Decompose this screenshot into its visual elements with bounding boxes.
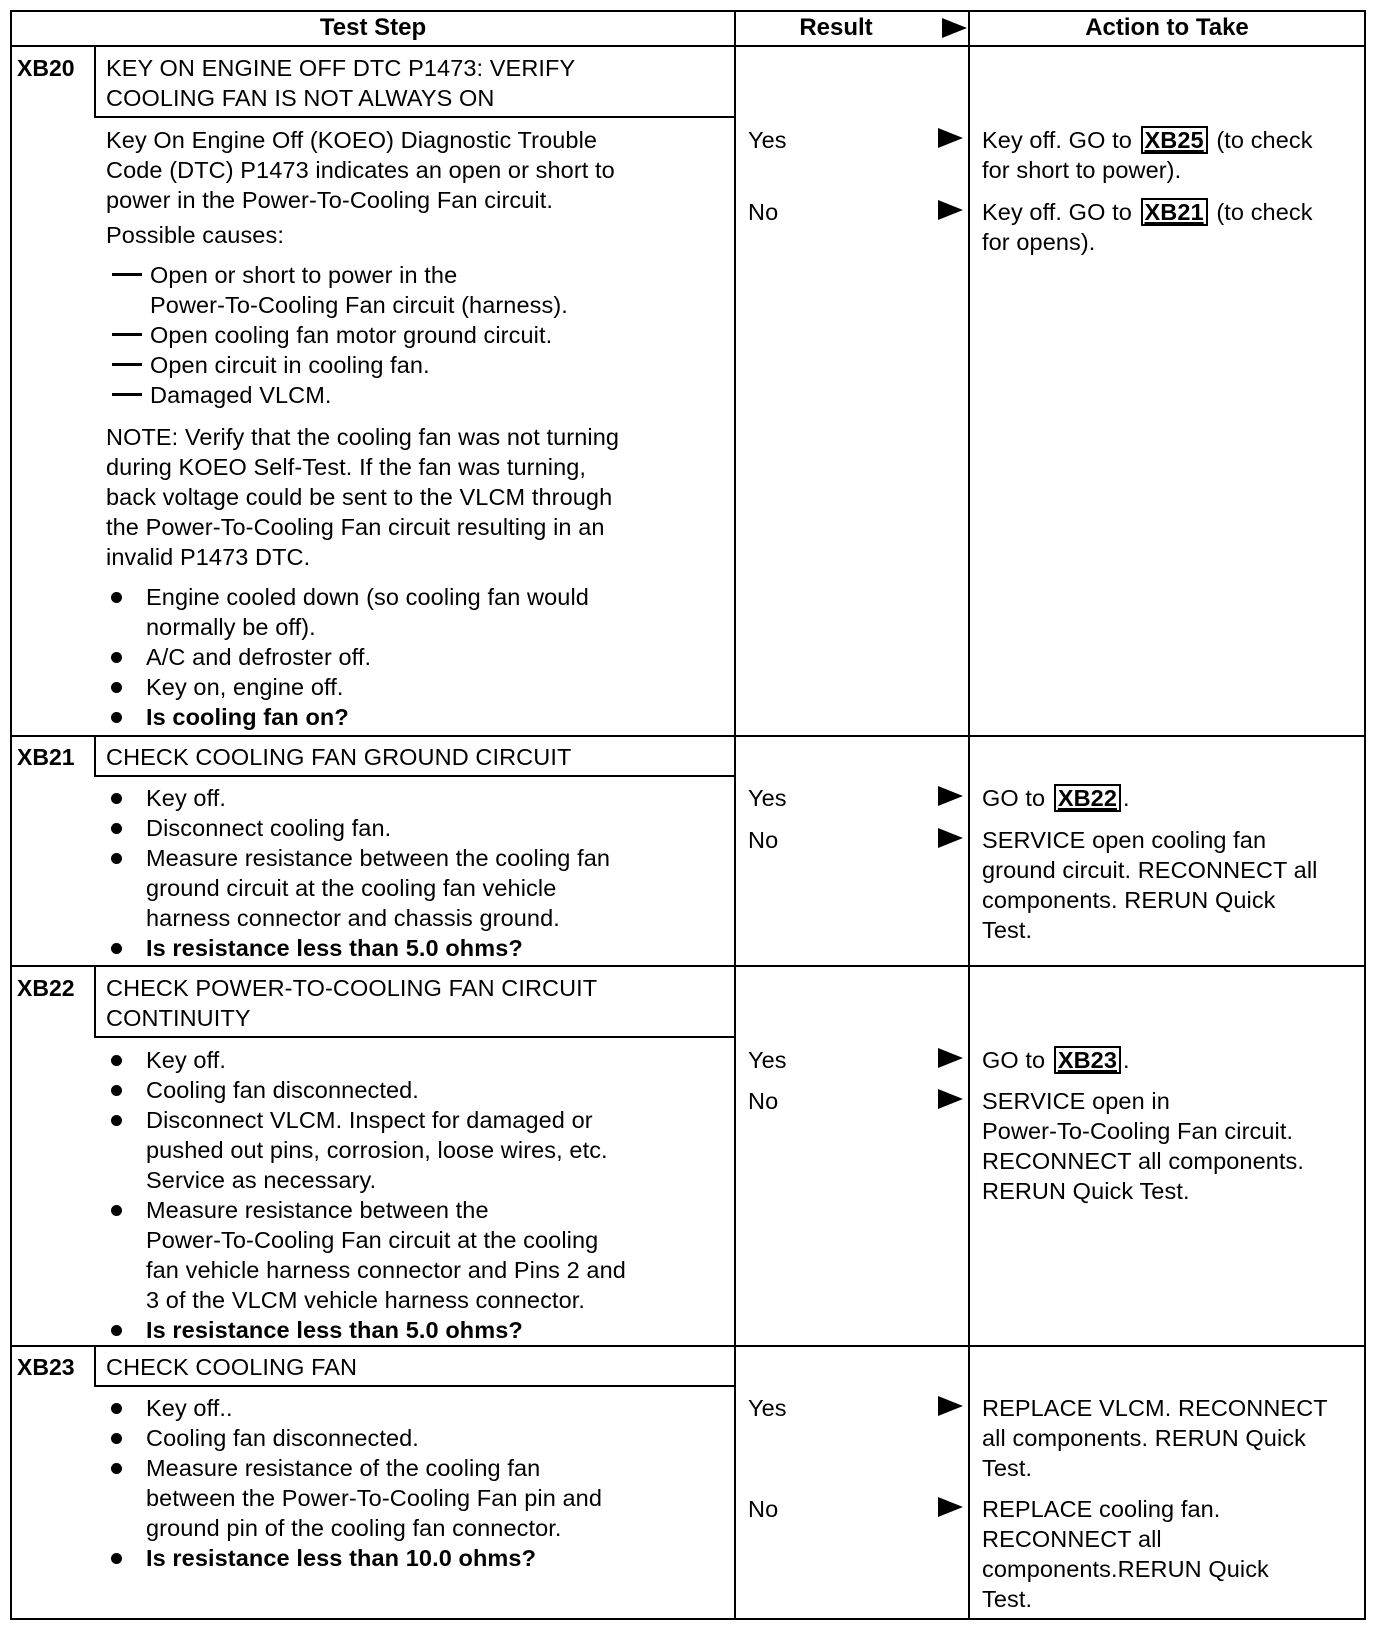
step-title-rule — [94, 775, 734, 777]
action-no: Key off. GO to XB21 (to check — [982, 199, 1313, 225]
step-reference-link[interactable]: XB25 — [1141, 126, 1208, 154]
row-rule — [10, 735, 1366, 737]
step-title: CHECK COOLING FAN — [106, 1354, 358, 1380]
step-title: CHECK COOLING FAN GROUND CIRCUIT — [106, 744, 572, 770]
step-item: Measure resistance between the cooling fan — [146, 845, 611, 871]
action-no: RERUN Quick Test. — [982, 1178, 1190, 1204]
bullet-icon — [111, 1115, 122, 1126]
table-border-left — [10, 10, 12, 1620]
step-item: Measure resistance between the — [146, 1197, 489, 1223]
result-no: No — [748, 1496, 779, 1522]
step-id-divider — [94, 45, 96, 117]
step-description: power in the Power-To-Cooling Fan circuit. — [106, 187, 553, 213]
header-action: Action to Take — [1085, 14, 1249, 41]
result-no: No — [748, 827, 779, 853]
step-item: ground circuit at the cooling fan vehicle — [146, 875, 557, 901]
step-item: A/C and defroster off. — [146, 644, 372, 670]
dash-bullet — [112, 363, 142, 366]
step-id-divider — [94, 1345, 96, 1386]
bullet-icon — [111, 682, 122, 693]
column-divider-result — [734, 10, 736, 1620]
bullet-icon — [111, 712, 122, 723]
step-item: between the Power-To-Cooling Fan pin and — [146, 1485, 602, 1511]
step-title: COOLING FAN IS NOT ALWAYS ON — [106, 85, 495, 111]
action-no: ground circuit. RECONNECT all — [982, 857, 1318, 883]
bullet-icon — [111, 943, 122, 954]
bullet-icon — [111, 1325, 122, 1336]
note-text: the Power-To-Cooling Fan circuit resulting in an — [106, 514, 605, 540]
step-item: Key off.. — [146, 1395, 233, 1421]
bullet-icon — [111, 1403, 122, 1414]
dash-bullet — [112, 273, 142, 276]
step-question: Is cooling fan on? — [146, 704, 349, 730]
step-item: harness connector and chassis ground. — [146, 905, 560, 931]
cause-item: Power-To-Cooling Fan circuit (harness). — [150, 292, 568, 318]
dash-bullet — [112, 333, 142, 336]
bullet-icon — [111, 1553, 122, 1564]
step-question: Is resistance less than 5.0 ohms? — [146, 1317, 523, 1343]
action-no: Power-To-Cooling Fan circuit. — [982, 1118, 1294, 1144]
action-yes: Key off. GO to XB25 (to check — [982, 127, 1313, 153]
bullet-icon — [111, 652, 122, 663]
step-id: XB22 — [17, 975, 75, 1001]
header-result: Result — [799, 14, 873, 41]
step-item: normally be off). — [146, 614, 316, 640]
arrow-icon — [938, 828, 963, 848]
bullet-icon — [111, 1085, 122, 1096]
step-reference-link[interactable]: XB21 — [1141, 198, 1208, 226]
arrow-icon — [938, 1089, 963, 1109]
cause-item: Damaged VLCM. — [150, 382, 332, 408]
step-title: CHECK POWER-TO-COOLING FAN CIRCUIT — [106, 975, 598, 1001]
step-item: Key off. — [146, 785, 227, 811]
action-yes: all components. RERUN Quick — [982, 1425, 1306, 1451]
bullet-icon — [111, 823, 122, 834]
result-no: No — [748, 199, 779, 225]
result-yes: Yes — [748, 1047, 787, 1073]
action-no: Test. — [982, 1586, 1033, 1612]
arrow-icon — [938, 786, 963, 806]
action-no: components. RERUN Quick — [982, 887, 1276, 913]
step-title-rule — [94, 1385, 734, 1387]
bullet-icon — [111, 592, 122, 603]
note-text: back voltage could be sent to the VLCM through — [106, 484, 613, 510]
action-yes: REPLACE VLCM. RECONNECT — [982, 1395, 1328, 1421]
step-id-divider — [94, 735, 96, 776]
step-title: KEY ON ENGINE OFF DTC P1473: VERIFY — [106, 55, 576, 81]
action-yes: Test. — [982, 1455, 1033, 1481]
step-item: Engine cooled down (so cooling fan would — [146, 584, 589, 610]
step-question: Is resistance less than 10.0 ohms? — [146, 1545, 537, 1571]
step-reference-link[interactable]: XB22 — [1054, 784, 1121, 812]
action-yes: for short to power). — [982, 157, 1182, 183]
table-border-bottom — [10, 1618, 1366, 1620]
arrow-icon — [938, 1497, 963, 1517]
action-yes: GO to XB22 . — [982, 785, 1130, 811]
step-description: Key On Engine Off (KOEO) Diagnostic Trouble — [106, 127, 598, 153]
step-question: Is resistance less than 5.0 ohms? — [146, 935, 523, 961]
step-item: Cooling fan disconnected. — [146, 1425, 419, 1451]
step-item: 3 of the VLCM vehicle harness connector. — [146, 1287, 585, 1313]
row-rule — [10, 1345, 1366, 1347]
step-item: fan vehicle harness connector and Pins 2 and — [146, 1257, 626, 1283]
step-id-divider — [94, 965, 96, 1037]
arrow-icon — [938, 200, 963, 220]
step-title-rule — [94, 116, 734, 118]
step-id: XB23 — [17, 1354, 75, 1380]
action-no: for opens). — [982, 229, 1096, 255]
step-item: Cooling fan disconnected. — [146, 1077, 419, 1103]
bullet-icon — [111, 1205, 122, 1216]
bullet-icon — [111, 853, 122, 864]
step-item: pushed out pins, corrosion, loose wires, etc. — [146, 1137, 608, 1163]
table-border-right — [1364, 10, 1366, 1620]
arrow-icon — [938, 128, 963, 148]
table-border-top — [10, 10, 1366, 12]
step-item: Power-To-Cooling Fan circuit at the cooling — [146, 1227, 599, 1253]
row-rule — [10, 965, 1366, 967]
header-test-step: Test Step — [319, 14, 427, 41]
step-item: Measure resistance of the cooling fan — [146, 1455, 541, 1481]
action-no: components.RERUN Quick — [982, 1556, 1269, 1582]
step-title-rule — [94, 1036, 734, 1038]
step-id: XB20 — [17, 55, 75, 81]
bullet-icon — [111, 793, 122, 804]
step-item: ground pin of the cooling fan connector. — [146, 1515, 562, 1541]
step-item: Service as necessary. — [146, 1167, 377, 1193]
step-item: Key on, engine off. — [146, 674, 344, 700]
bullet-icon — [111, 1055, 122, 1066]
action-no: SERVICE open cooling fan — [982, 827, 1267, 853]
bullet-icon — [111, 1433, 122, 1444]
action-no: SERVICE open in — [982, 1088, 1170, 1114]
step-item: Key off. — [146, 1047, 227, 1073]
result-no: No — [748, 1088, 779, 1114]
arrow-icon — [938, 1396, 963, 1416]
action-no: RECONNECT all — [982, 1526, 1162, 1552]
step-item: Disconnect VLCM. Inspect for damaged or — [146, 1107, 593, 1133]
action-yes: GO to XB23 . — [982, 1047, 1130, 1073]
step-title: CONTINUITY — [106, 1005, 251, 1031]
bullet-icon — [111, 1463, 122, 1474]
cause-item: Open cooling fan motor ground circuit. — [150, 322, 553, 348]
arrow-icon — [942, 18, 967, 38]
step-reference-link[interactable]: XB23 — [1054, 1046, 1121, 1074]
cause-item: Open circuit in cooling fan. — [150, 352, 430, 378]
dash-bullet — [112, 393, 142, 396]
action-no: Test. — [982, 917, 1033, 943]
cause-item: Open or short to power in the — [150, 262, 458, 288]
note-text: during KOEO Self-Test. If the fan was turning, — [106, 454, 587, 480]
step-id: XB21 — [17, 744, 75, 770]
step-item: Disconnect cooling fan. — [146, 815, 392, 841]
result-yes: Yes — [748, 785, 787, 811]
header-rule — [10, 45, 1366, 47]
result-yes: Yes — [748, 1395, 787, 1421]
result-yes: Yes — [748, 127, 787, 153]
note-text: NOTE: Verify that the cooling fan was not turning — [106, 424, 620, 450]
possible-causes-label: Possible causes: — [106, 222, 284, 248]
action-no: REPLACE cooling fan. — [982, 1496, 1221, 1522]
column-divider-action — [968, 10, 970, 1620]
note-text: invalid P1473 DTC. — [106, 544, 311, 570]
arrow-icon — [938, 1048, 963, 1068]
step-description: Code (DTC) P1473 indicates an open or short to — [106, 157, 615, 183]
action-no: RECONNECT all components. — [982, 1148, 1305, 1174]
